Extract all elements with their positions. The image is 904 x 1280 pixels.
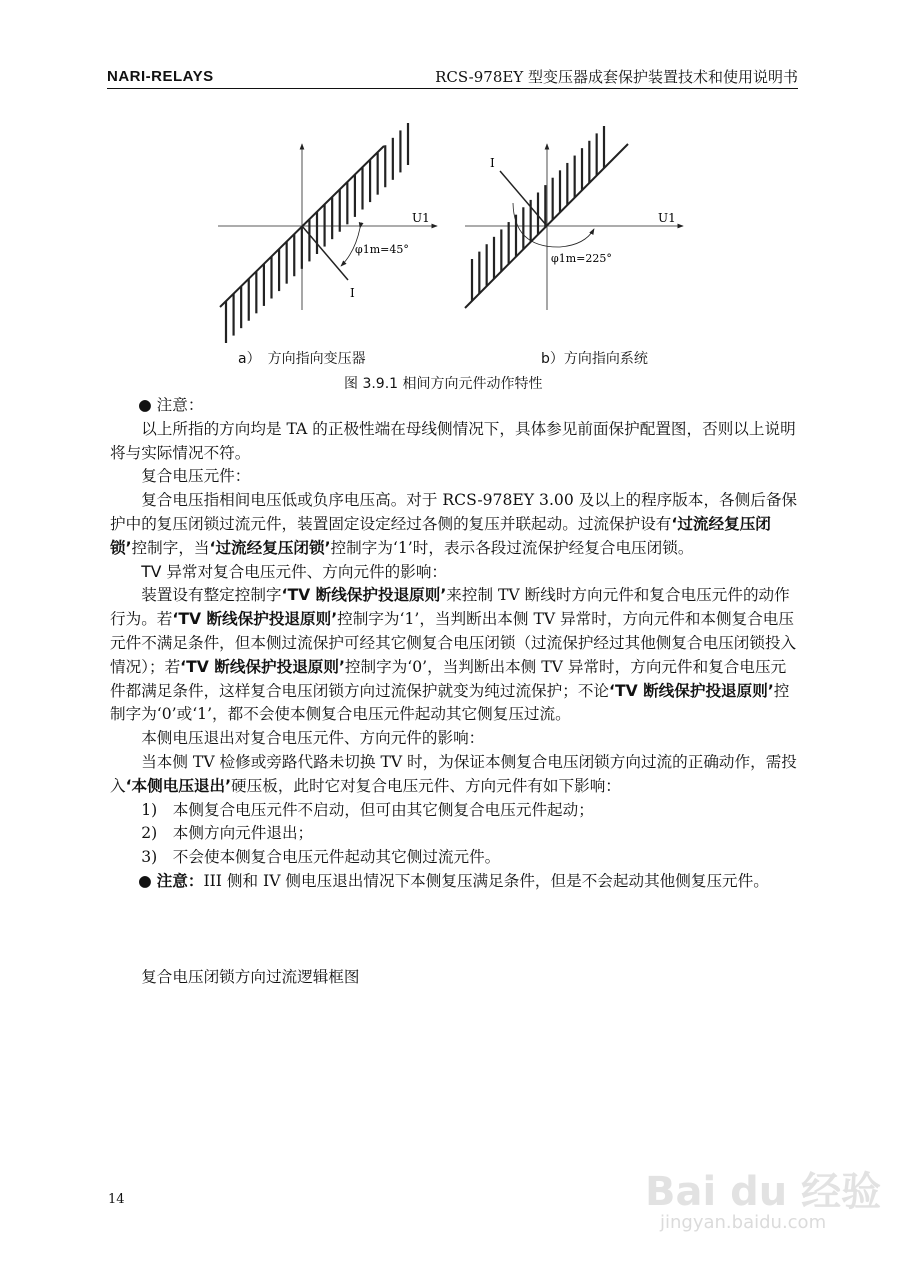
section-heading: 本侧电压退出对复合电压元件、方向元件的影响：: [141, 729, 485, 748]
vector-label-i: I: [490, 156, 495, 170]
bullet-icon: ●: [138, 871, 152, 890]
paragraph: 复合电压指相间电压低或负序电压高。对于 RCS-978EY 3.00 及以上的程序版本，各侧后备保护中的复压闭锁过流元件，装置固定设定经过各侧的复压并联起动。过流保护设有‘过流经复压闭锁’控制字，当‘过流经复压闭锁’控制字为‘1’时，表示各段过流保护经复合电压闭锁。: [110, 491, 798, 557]
paragraph: 当本侧 TV 检修或旁路代路未切换 TV 时，为保证本侧复合电压闭锁方向过流的正确动作，需投入‘本侧电压退出’硬压板，此时它对复合电压元件、方向元件有如下影响：: [110, 752, 797, 795]
watermark-url: jingyan.baidu.com: [660, 1212, 827, 1233]
diagram-b: [465, 126, 683, 310]
document-title: RCS-978EY 型变压器成套保护装置技术和使用说明书: [435, 68, 798, 86]
caption-a: a） 方向指向变压器: [238, 351, 366, 367]
note-2: ● 注意：III 侧和 IV 侧电压退出情况下本侧复压满足条件，但是不会起动其他侧复压元件。: [138, 871, 769, 890]
section-heading: TV 异常对复合电压元件、方向元件的影响：: [141, 562, 448, 581]
operating-zone-hatch: [472, 126, 604, 301]
vector-label-i: I: [350, 286, 355, 300]
note-1: [110, 394, 800, 418]
bullet-icon: ●: [138, 396, 152, 414]
section-heading: 复合电压元件：: [141, 467, 251, 486]
document-body: [110, 394, 800, 990]
angle-label: φ1m=45°: [355, 243, 409, 256]
note-label: 注意：: [156, 396, 204, 414]
list-item: 1) 本侧复合电压元件不启动，但可由其它侧复合电压元件起动；: [141, 800, 594, 819]
page-number: 14: [108, 1192, 125, 1207]
angle-label: φ1m=225°: [551, 252, 612, 265]
axis-label-u1: U1: [658, 211, 676, 225]
baidu-watermark-logo: Bai du 经验: [645, 1169, 882, 1215]
direction-characteristic-figure: [0, 0, 904, 400]
caption-b: b）方向指向系统: [541, 351, 648, 367]
list-item: 3) 不会使本侧复合电压元件起动其它侧过流元件。: [141, 848, 501, 867]
brand-logo: NARI-RELAYS: [107, 68, 214, 85]
operating-zone-hatch: [226, 123, 408, 343]
figure-title: 图 3.9.1 相间方向元件动作特性: [344, 376, 543, 392]
list-item: 2) 本侧方向元件退出；: [141, 824, 314, 843]
section-heading: 复合电压闭锁方向过流逻辑框图: [141, 967, 360, 986]
paragraph: 装置设有整定控制字‘TV 断线保护投退原则’来控制 TV 断线时方向元件和复合电压元件的动作行为。若‘TV 断线保护投退原则’控制字为‘1’，当判断出本侧 TV 异常时，方向元件和本侧复合电压元件不满足条件，但本侧过流保护可经其它侧复合电压闭锁（过流保护经过其他侧复合电压闭锁投入情况）；若‘TV 断线保护投退原则’控制字为‘0’，当判断出本侧 TV 异常时，方向元件和复合电压元件都满足条件，这样复合电压闭锁方向过流保护就变为纯过流保护；不论‘TV 断线保护投退原则’控制字为‘0’或‘1’，都不会使本侧复合电压元件起动其它侧复压过流。: [110, 586, 797, 724]
note-label: 注意：: [156, 871, 204, 890]
diagram-a: [218, 123, 437, 343]
paragraph: 以上所指的方向均是 TA 的正极性端在母线侧情况下，具体参见前面保护配置图，否则以上说明将与实际情况不符。: [110, 419, 796, 462]
axis-label-u1: U1: [412, 211, 430, 225]
